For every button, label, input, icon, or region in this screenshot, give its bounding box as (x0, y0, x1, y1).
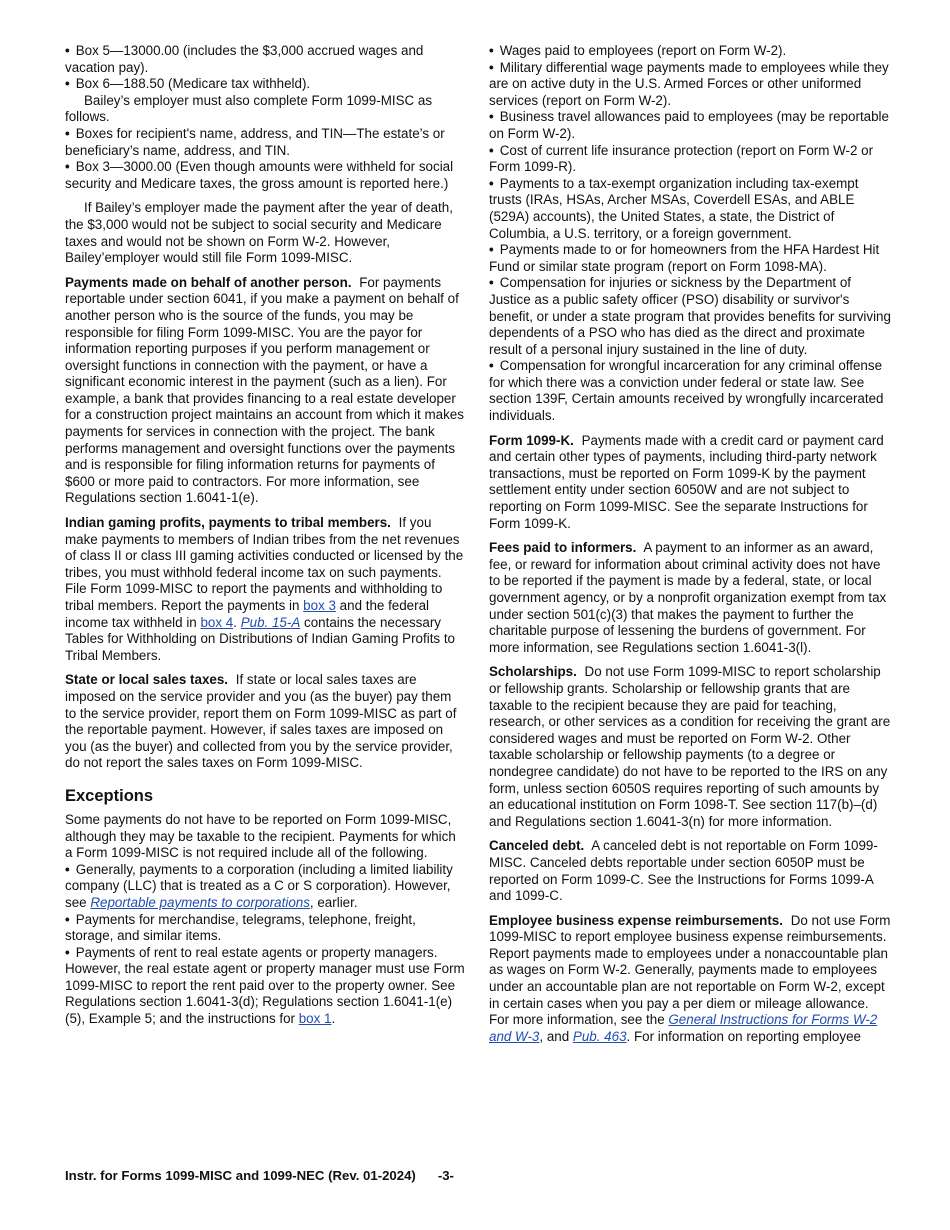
list-item: • Payments made to or for homeowners from the HFA Hardest Hit Fund or similar state program (report on Form 1098-MA). (489, 242, 891, 275)
section-body: contains the necessary Tables for Withholding on Distributions of Indian Gaming Profits to Tribal Members. (65, 614, 456, 663)
section-informers (489, 540, 891, 656)
section-body: A canceled debt is not reportable on Form 1099-MISC. Canceled debts reportable under section 6050P must be reported on Form 1099-C. See the Instructions for Forms 1099-A and 1099-C. (489, 838, 878, 904)
section-body: Do not use Form 1099-MISC to report employee business expense reimbursements. Report payments made to employees under a nonaccountable plan as wages on Form W-2. Generally, payments made to employees under an accountable plan are not reportable on Form W-2, except in certain cases when you pay a per diem or mileage allowance. For more information, see the (489, 912, 891, 1028)
list-item: • Cost of current life insurance protection (report on Form W-2 or Form 1099-R). (489, 143, 891, 176)
page-number: -3- (437, 1168, 454, 1183)
box-1-link[interactable]: box 1 (298, 1011, 332, 1027)
section-body: , and (539, 1028, 570, 1044)
list-item-text: Payments of rent to real estate agents or property managers. However, the real estate agent or property manager must use Form 1099-MISC to report the rent paid over to the property owner. See Regulations section 1.6041-3(d); Regulations section 1.6041-1(e)(5), Example 5; and the instructions for (65, 944, 465, 1027)
page-footer (65, 1168, 454, 1185)
footer-title: Instr. for Forms 1099-MISC and 1099-NEC (Rev. 01-2024) (65, 1168, 416, 1183)
list-item: • Military differential wage payments made to employees while they are on active duty in the U.S. Armed Forces or other uniformed services (report on Form W-2). (489, 60, 891, 110)
paragraph: If Bailey’s employer made the payment after the year of death, the $3,000 would not be subject to social security and Medicare taxes and would not be shown on Form W-2. However, Bailey’employer would still file Form 1099-MISC. (65, 200, 453, 266)
list-item: • Payments for merchandise, telegrams, telephone, freight, storage, and similar items. (65, 912, 465, 945)
section-heading: Indian gaming profits, payments to tribal members. (65, 515, 391, 531)
box-4-link[interactable]: box 4 (200, 614, 234, 630)
section-canceled-debt (489, 838, 891, 904)
list-item: • Wages paid to employees (report on Form W-2). (489, 43, 891, 60)
list-item: • Business travel allowances paid to employees (may be reportable on Form W-2). (489, 109, 891, 142)
list-item (65, 862, 465, 912)
section-body: A payment to an informer as an award, fee, or reward for information about criminal activity does not have to be reported if the payment is made by a federal, state, or local government agency, or by a nonprofit organization exempt from tax under section 501(c)(3) that makes the payment to further the charitable purpose of lessening the burdens of government. For more information, see Regulations section 1.6041-3(l). (489, 540, 887, 655)
section-indian-gaming (65, 515, 465, 664)
section-body: Do not use Form 1099-MISC to report scholarship or fellowship grants. Scholarship or fellowship grants that are taxable to the recipient because they are paid for teaching, research, or other services as a condition for receiving the grant are considered wages and must be reported on Form W-2. Other taxable scholarship or fellowship payments (to a degree or nondegree candidate) do not have to be reported to the IRS on any form, unless section 6050S requires reporting of such amounts by an educational institution on Form 1098-T. See section 117(b)–(d) and Regulations section 1.6041-3(n) for more information. (489, 664, 891, 829)
list-item: • Compensation for wrongful incarceration for any criminal offense for which there was a conviction under federal or state law. See section 139F, Certain amounts received by wrongfully incarcerated individuals. (489, 358, 891, 424)
section-body: If state or local sales taxes are imposed on the service provider and you (as the buyer) pay them to the service provider, report them on Form 1099-MISC as part of the reportable payment. However, if sales taxes are imposed on you (as the buyer) and collected from you by the service provider, do not report the sales taxes on Form 1099-MISC. (65, 672, 457, 771)
section-heading: State or local sales taxes. (65, 672, 229, 688)
section-scholarships (489, 664, 891, 830)
pub-15a-link[interactable]: Pub. 15-A (240, 614, 301, 630)
right-column (489, 43, 891, 1045)
pub-463-link[interactable]: Pub. 463 (572, 1028, 627, 1044)
list-item: • Box 6—188.50 (Medicare tax withheld). (65, 76, 465, 93)
section-payments-on-behalf (65, 275, 465, 507)
list-item-text: , earlier. (309, 894, 358, 910)
list-item-text: Generally, payments to a corporation (including a limited liability company (LLC) that is treated as a C or S corporation). However, see (65, 861, 453, 910)
w2-w3-instructions-link[interactable]: General Instructions for Forms W-2 and W-3 (489, 1012, 878, 1044)
section-body: . For information on reporting employee (626, 1028, 861, 1044)
section-body: Payments made with a credit card or payment card and certain other types of payments, including third-party network transactions, must be reported on Form 1099-K by the payment settlement entity under section 6050W and are not subject to reporting on Form 1099-MISC. See the separate Instructions for Form 1099-K. (489, 432, 884, 531)
list-item (65, 945, 465, 1028)
box-3-link[interactable]: box 3 (303, 598, 336, 613)
section-sales-taxes (65, 672, 465, 772)
section-heading: Scholarships. (489, 664, 577, 680)
section-heading: Employee business expense reimbursements. (489, 912, 783, 928)
section-body: and the federal income tax withheld in (65, 598, 430, 630)
list-item: • Compensation for injuries or sickness by the Department of Justice as a public safety officer (PSO) disability or survivor's benefit, or under a state program that provides benefits for surviving dependents of a PSO who has died as the direct and proximate result of a personal injury sustained in the line of duty. (489, 275, 891, 358)
section-heading: Canceled debt. (489, 838, 585, 854)
list-item: • Box 3—3000.00 (Even though amounts were withheld for social security and Medicare taxes, the gross amount is reported here.) (65, 159, 465, 192)
exceptions-heading: Exceptions (65, 786, 154, 805)
section-expense-reimbursements (489, 913, 891, 1046)
list-item: • Box 5—13000.00 (includes the $3,000 accrued wages and vacation pay). (65, 43, 465, 76)
section-heading: Fees paid to informers. (489, 540, 637, 556)
section-body: If you make payments to members of Indian tribes from the net revenues of class II or class III gaming activities conducted or licensed by the tribes, you must withhold federal income tax on such payments. File Form 1099-MISC to report the payments and withholding to tribal members. Report the payments in (65, 515, 464, 613)
paragraph: Some payments do not have to be reported on Form 1099-MISC, although they may be taxable to the recipient. Payments for which a Form 1099-MISC is not required include all of the following. (65, 811, 456, 861)
punctuation: . (233, 614, 237, 630)
section-heading: Payments made on behalf of another person. (65, 274, 352, 290)
reportable-payments-link[interactable]: Reportable payments to corporations (90, 894, 310, 910)
left-column (65, 43, 465, 1028)
section-form-1099k (489, 433, 891, 533)
section-body: For payments reportable under section 6041, if you make a payment on behalf of another person who is the source of the funds, you may be responsible for filing Form 1099-MISC. You are the payor for information reporting purposes if you perform management or oversight functions in connection with the payment, or have a significant economic interest in the payment (such as a lien). For example, a bank that provides financing to a real estate developer for a construction project maintains an account from which it makes payments for services in connection with the project. The bank performs management and oversight functions over the payments and is responsible for filing information returns for payments of $600 or more paid to contractors. For more information, see Regulations section 1.6041-1(e). (65, 274, 464, 506)
paragraph: Bailey’s employer must also complete Form 1099-MISC as follows. (65, 92, 433, 125)
list-item: • Boxes for recipient's name, address, and TIN—The estate’s or beneficiary’s name, address, and TIN. (65, 126, 465, 159)
list-item: • Payments to a tax-exempt organization including tax-exempt trusts (IRAs, HSAs, Archer MSAs, Coverdell ESAs, and ABLE (529A) accounts), the United States, a state, the District of Columbia, a U.S. territory, or a foreign government. (489, 176, 891, 242)
list-item-text: . (331, 1011, 336, 1027)
section-heading: Form 1099-K. (489, 432, 574, 448)
